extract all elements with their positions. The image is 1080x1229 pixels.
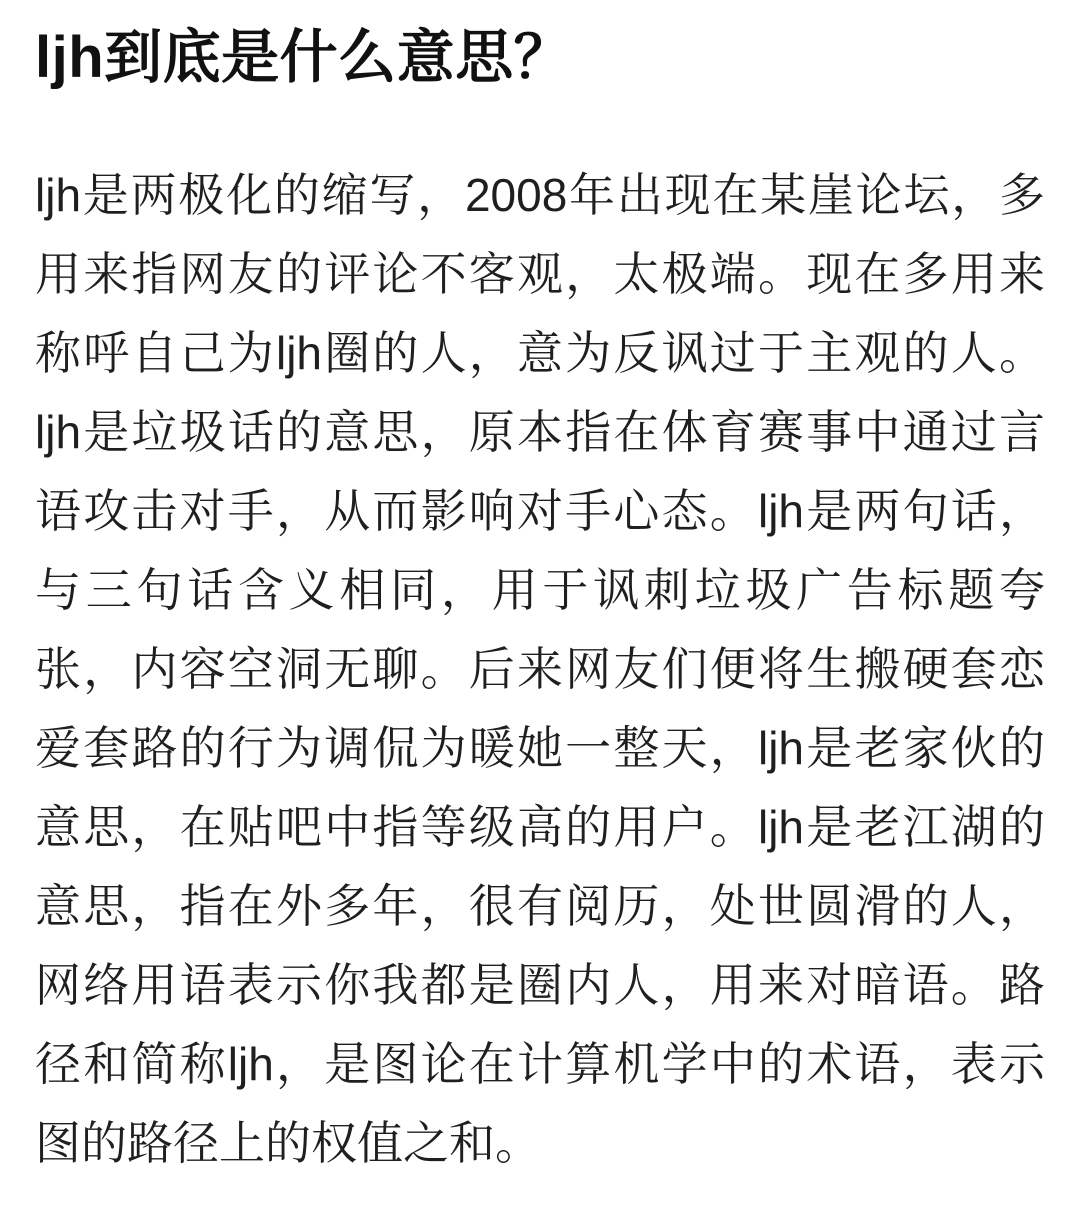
body-line-10: 意思，指在外多年，很有阅历，处世圆滑的人， [35, 880, 1045, 932]
body-line-1: ljh是两极化的缩写，2008年出现在某崖论坛，多 [35, 169, 1045, 221]
body-line-7: 张，内容空洞无聊。后来网友们便将生搬硬套恋 [35, 643, 1045, 695]
body-line-5: 语攻击对手，从而影响对手心态。ljh是两句话， [35, 485, 1045, 537]
body-line-11: 网络用语表示你我都是圈内人，用来对暗语。路 [35, 959, 1045, 1011]
body-line-9: 意思，在贴吧中指等级高的用户。ljh是老江湖的 [35, 801, 1045, 853]
article-title: ljh到底是什么意思？ [35, 25, 573, 90]
body-line-3: 称呼自己为ljh圈的人，意为反讽过于主观的人。 [35, 327, 1045, 379]
body-line-4: ljh是垃圾话的意思，原本指在体育赛事中通过言 [35, 406, 1045, 458]
article-body [35, 156, 1045, 1183]
body-line-2: 用来指网友的评论不客观，太极端。现在多用来 [35, 248, 1045, 300]
body-line-13: 图的路径上的权值之和。 [35, 1117, 541, 1169]
body-line-8: 爱套路的行为调侃为暖她一整天，ljh是老家伙的 [35, 722, 1045, 774]
body-line-6: 与三句话含义相同，用于讽刺垃圾广告标题夸 [35, 564, 1045, 616]
body-line-12: 径和简称ljh，是图论在计算机学中的术语，表示 [35, 1038, 1045, 1090]
